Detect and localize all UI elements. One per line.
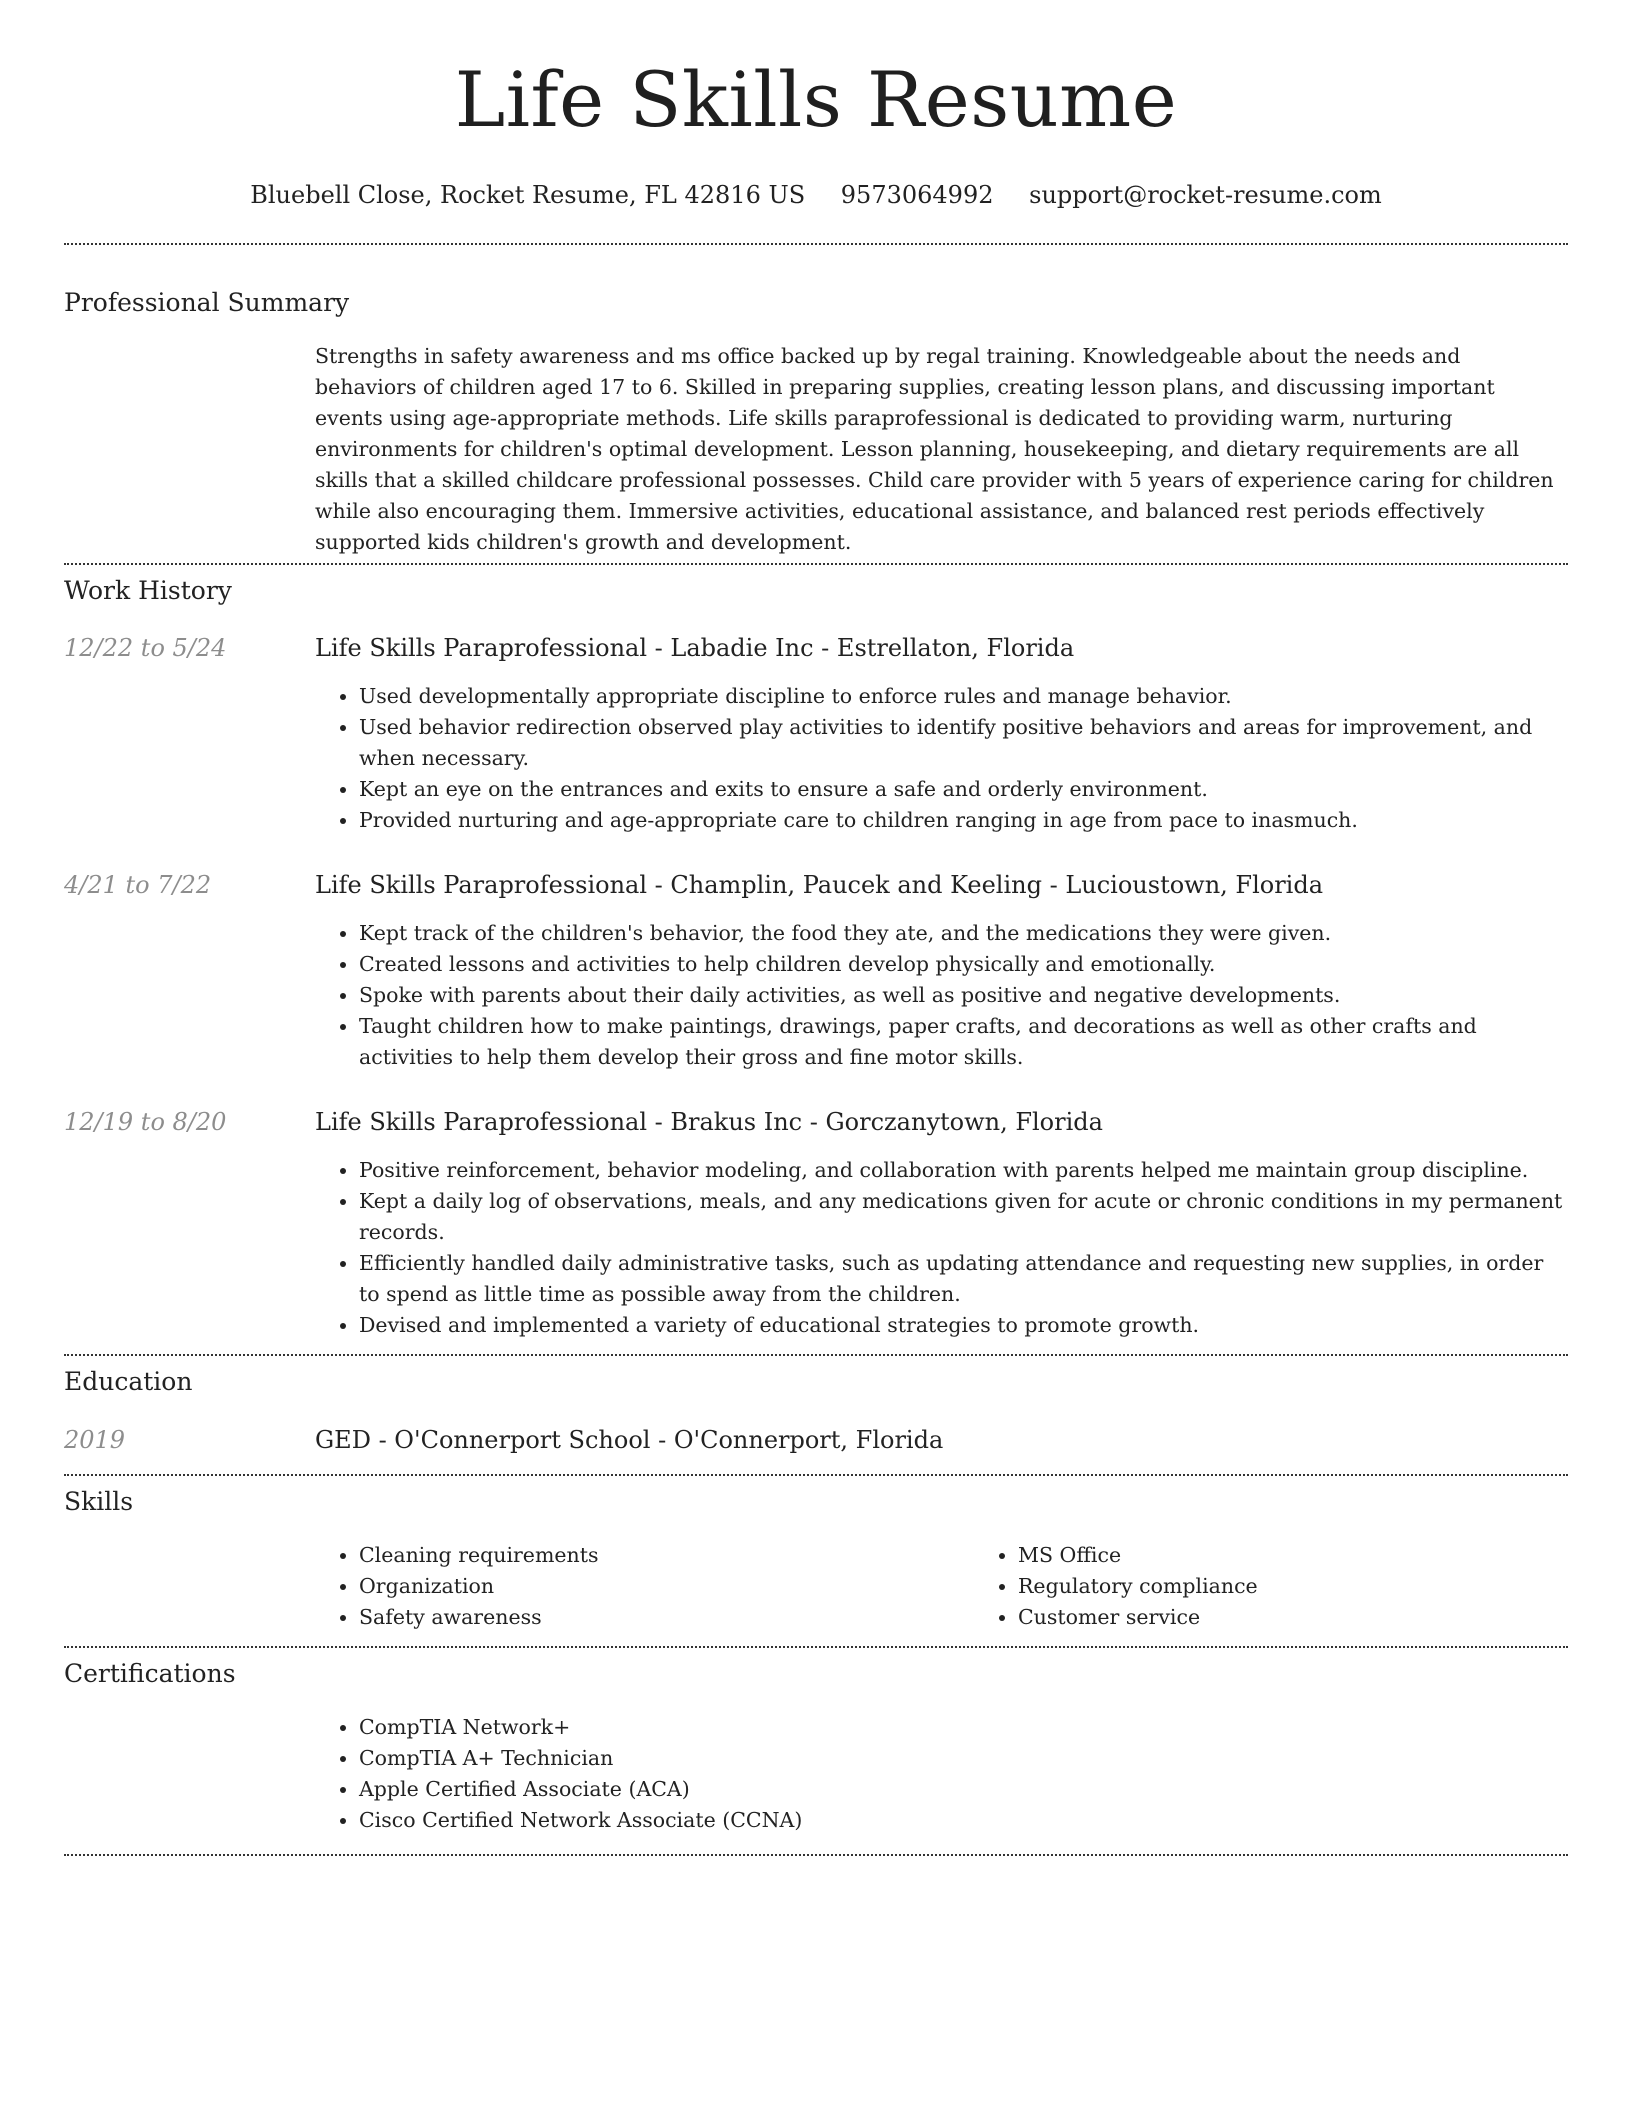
list-item: • Cleaning requirements bbox=[359, 1540, 974, 1571]
list-item: • MS Office bbox=[1018, 1540, 1632, 1571]
job-duties bbox=[315, 1155, 1568, 1341]
list-item: • Created lessons and activities to help children develop physically and emotionally. bbox=[359, 949, 1568, 980]
list-item: • Organization bbox=[359, 1571, 974, 1602]
list-item: • Taught children how to make paintings, drawings, paper crafts, and decorations as well as other crafts and activities to help them develop their gross and fine motor skills. bbox=[359, 1011, 1568, 1073]
job-duties bbox=[315, 681, 1568, 836]
skills-heading: Skills bbox=[64, 1487, 134, 1516]
certifications-section bbox=[64, 1658, 1568, 1836]
job-dates: 12/22 to 5/24 bbox=[64, 634, 227, 662]
list-item: • Apple Certified Associate (ACA) bbox=[359, 1774, 1568, 1805]
job-dates: 12/19 to 8/20 bbox=[64, 1108, 227, 1136]
job-duties bbox=[315, 918, 1568, 1073]
list-item: • Cisco Certified Network Associate (CCNA) bbox=[359, 1805, 1568, 1836]
list-item: • Used developmentally appropriate discipline to enforce rules and manage behavior. bbox=[359, 681, 1568, 712]
certifications-heading: Certifications bbox=[64, 1659, 236, 1688]
contact-phone: 9573064992 bbox=[840, 181, 994, 209]
job-heading: Life Skills Paraprofessional - Champlin, Paucek and Keeling - Lucioustown, Florida bbox=[315, 871, 1324, 899]
list-item: • Positive reinforcement, behavior modeling, and collaboration with parents helped me maintain group discipline. bbox=[359, 1155, 1568, 1186]
summary-section bbox=[64, 287, 1568, 558]
list-item: • Kept track of the children's behavior, the food they ate, and the medications they were given. bbox=[359, 918, 1568, 949]
list-item: • Customer service bbox=[1018, 1602, 1632, 1633]
list-item: • Spoke with parents about their daily activities, as well as positive and negative developments. bbox=[359, 980, 1568, 1011]
contact-address: Bluebell Close, Rocket Resume, FL 42816 US bbox=[250, 181, 806, 209]
education-year: 2019 bbox=[64, 1426, 126, 1454]
divider bbox=[64, 1474, 1568, 1476]
divider bbox=[64, 1354, 1568, 1356]
list-item: • Efficiently handled daily administrative tasks, such as updating attendance and requesting new supplies, in order to spend as little time as possible away from the children. bbox=[359, 1248, 1568, 1310]
list-item: • Devised and implemented a variety of educational strategies to promote growth. bbox=[359, 1310, 1568, 1341]
education-heading: Education bbox=[64, 1367, 193, 1396]
education-entry: GED - O'Connerport School - O'Connerport, Florida bbox=[315, 1426, 944, 1454]
list-item: • CompTIA A+ Technician bbox=[359, 1743, 1568, 1774]
job-heading: Life Skills Paraprofessional - Labadie Inc - Estrellaton, Florida bbox=[315, 634, 1075, 662]
education-section bbox=[64, 1366, 1568, 1456]
list-item: • Provided nurturing and age-appropriate care to children ranging in age from pace to inasmuch. bbox=[359, 805, 1568, 836]
resume-title: Life Skills Resume bbox=[454, 55, 1178, 144]
work-history-section bbox=[64, 575, 1568, 1341]
list-item: • Kept an eye on the entrances and exits to ensure a safe and orderly environment. bbox=[359, 774, 1568, 805]
contact-email: support@rocket-resume.com bbox=[1029, 181, 1382, 209]
skills-list-left bbox=[315, 1540, 974, 1633]
job-heading: Life Skills Paraprofessional - Brakus Inc - Gorczanytown, Florida bbox=[315, 1108, 1103, 1136]
divider bbox=[64, 1646, 1568, 1648]
job-entry bbox=[64, 869, 1568, 1073]
list-item: • Used behavior redirection observed play activities to identify positive behaviors and areas for improvement, and when necessary. bbox=[359, 712, 1568, 774]
job-dates: 4/21 to 7/22 bbox=[64, 871, 212, 899]
skills-section bbox=[64, 1486, 1568, 1633]
list-item: • Safety awareness bbox=[359, 1602, 974, 1633]
certifications-list bbox=[315, 1712, 1568, 1836]
work-history-heading: Work History bbox=[64, 576, 232, 605]
divider bbox=[64, 563, 1568, 565]
divider bbox=[64, 243, 1568, 245]
summary-text: Strengths in safety awareness and ms office backed up by regal training. Knowledgeable about the needs and behaviors of children aged 17 to 6. Skilled in preparing supplies, creating lesson plans, and discussing important events using age-appropriate methods. Life skills paraprofessional is dedicated to providing warm, nurturing environments for children's optimal development. Lesson planning, housekeeping, and dietary requirements are all skills that a skilled childcare professional possesses. Child care provider with 5 years of experience caring for children while also encouraging them. Immersive activities, educational assistance, and balanced rest periods effectively supported kids children's growth and development. bbox=[315, 344, 1554, 554]
list-item: • Regulatory compliance bbox=[1018, 1571, 1632, 1602]
job-entry bbox=[64, 632, 1568, 836]
job-entry bbox=[64, 1106, 1568, 1341]
summary-heading: Professional Summary bbox=[64, 288, 350, 317]
divider bbox=[64, 1854, 1568, 1856]
contact-line bbox=[64, 178, 1568, 212]
list-item: • Kept a daily log of observations, meals, and any medications given for acute or chronic conditions in my permanent records. bbox=[359, 1186, 1568, 1248]
skills-list-right bbox=[974, 1540, 1632, 1633]
list-item: • CompTIA Network+ bbox=[359, 1712, 1568, 1743]
